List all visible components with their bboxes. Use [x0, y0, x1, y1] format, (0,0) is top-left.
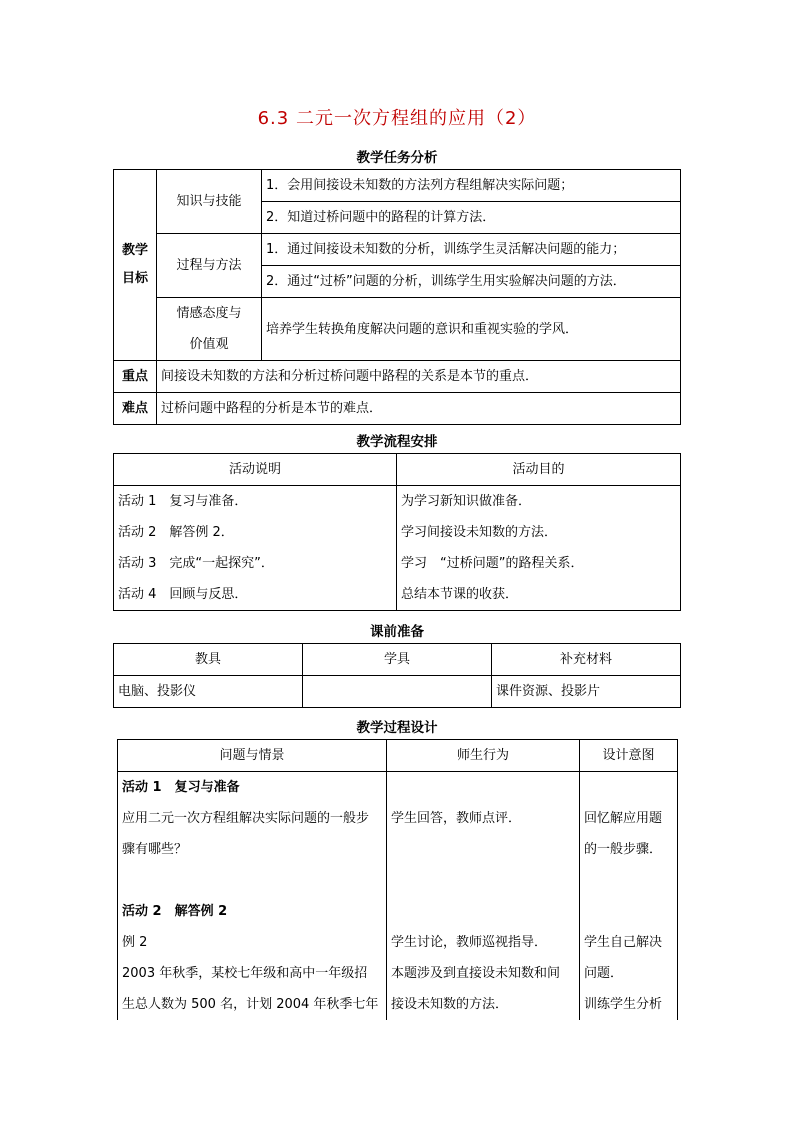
flow-purpose-1: 为学习新知识做准备．: [401, 494, 532, 509]
process-header-situation: 问题与情景: [118, 740, 387, 772]
prep-header-student-aids: 学具: [303, 644, 492, 676]
situation-line: 2003 年秋季，某校七年级和高中一年级招: [122, 966, 368, 981]
behavior-line: 本题涉及到直接设未知数和间: [391, 966, 561, 981]
process-table: [117, 739, 678, 1020]
flow-activity-3: 活动 3 完成“一起探究”．: [118, 556, 274, 571]
process-intent-cell: [580, 772, 678, 1021]
situation-spacer: [122, 865, 382, 896]
process-header-behavior: 师生行为: [387, 740, 580, 772]
goal-knowledge-label: 知识与技能: [157, 170, 262, 234]
flow-purpose-2: 学习间接设未知数的方法．: [401, 525, 558, 540]
situation-line: 应用二元一次方程组解决实际问题的一般步: [122, 811, 370, 826]
flow-activity-4: 活动 4 回顾与反思．: [118, 587, 248, 602]
goal-process-line-2: 2．通过“过桥”问题的分析，训练学生用实验解决问题的方法．: [262, 266, 681, 298]
flow-purposes-cell: [397, 486, 681, 611]
behavior-line: 学生讨论，教师巡视指导．: [391, 935, 548, 950]
goal-knowledge-line-1: 1．会用间接设未知数的方法列方程组解决实际问题；: [262, 170, 681, 202]
flow-activity-1: 活动 1 复习与准备．: [118, 494, 248, 509]
activity-1-heading: 活动 1 复习与准备: [122, 780, 240, 795]
situation-line: 生总人数为 500 名，计划 2004 年秋季七年: [122, 997, 379, 1012]
page-title: 6.3 二元一次方程组的应用（2）: [257, 108, 537, 129]
flow-table: [113, 453, 681, 611]
goal-process-label: 过程与方法: [157, 234, 262, 298]
prep-supplement: 课件资源、投影片: [492, 676, 681, 708]
goal-knowledge-line-2: 2．知道过桥问题中的路程的计算方法．: [262, 202, 681, 234]
prep-header-supplement: 补充材料: [492, 644, 681, 676]
section-heading-prep: 课前准备: [370, 624, 424, 640]
prep-table: [113, 643, 681, 708]
process-behavior-cell: [387, 772, 580, 1021]
behavior-line: 学生回答，教师点评．: [391, 811, 522, 826]
intent-line: 问题．: [584, 966, 624, 981]
intent-line: 回忆解应用题: [584, 811, 663, 826]
difficulty-label: 难点: [114, 393, 157, 425]
behavior-spacer: [391, 834, 575, 927]
intent-line: 学生自己解决: [584, 935, 663, 950]
difficulty-text: 过桥问题中路程的分析是本节的难点．: [157, 393, 681, 425]
goal-label-line-2: 目标: [121, 271, 148, 286]
section-heading-task-analysis: 教学任务分析: [356, 150, 438, 166]
goal-label-line-1: 教学: [121, 243, 148, 258]
section-heading-flow: 教学流程安排: [356, 434, 438, 450]
flow-header-purpose: 活动目的: [397, 454, 681, 486]
prep-header-teaching-aids: 教具: [114, 644, 303, 676]
key-point-label: 重点: [114, 361, 157, 393]
flow-purpose-4: 总结本节课的收获．: [401, 587, 519, 602]
process-situation-cell: [118, 772, 387, 1021]
activity-2-heading: 活动 2 解答例 2: [122, 904, 228, 919]
flow-purpose-3: 学习 “过桥问题”的路程关系．: [401, 556, 584, 571]
flow-activities-cell: [114, 486, 397, 611]
goal-attitude-label: [157, 298, 262, 361]
intent-line: 训练学生分析: [584, 997, 663, 1012]
situation-line: 骤有哪些？: [122, 842, 188, 857]
goal-attitude-label-line-1: 情感态度与: [176, 306, 242, 321]
key-point-text: 间接设未知数的方法和分析过桥问题中路程的关系是本节的重点．: [157, 361, 681, 393]
behavior-line: 接设未知数的方法．: [391, 997, 509, 1012]
intent-spacer: [584, 772, 673, 803]
intent-line: 的一般步骤．: [584, 842, 663, 857]
goal-attitude-label-line-2: 价值观: [189, 337, 229, 352]
task-analysis-table: [113, 169, 681, 425]
goal-process-line-1: 1．通过间接设未知数的分析，训练学生灵活解决问题的能力；: [262, 234, 681, 266]
intent-spacer: [584, 865, 673, 927]
flow-activity-2: 活动 2 解答例 2．: [118, 525, 234, 540]
flow-header-activity: 活动说明: [114, 454, 397, 486]
process-header-intent: 设计意图: [580, 740, 678, 772]
situation-line: 例 2: [122, 935, 148, 950]
section-heading-process: 教学过程设计: [356, 720, 438, 736]
behavior-spacer: [391, 772, 575, 803]
prep-teaching-aids: 电脑、投影仪: [114, 676, 303, 708]
goal-label-cell: [114, 170, 157, 361]
goal-attitude-text: 培养学生转换角度解决问题的意识和重视实验的学风．: [262, 298, 681, 361]
prep-student-aids: [303, 676, 492, 708]
